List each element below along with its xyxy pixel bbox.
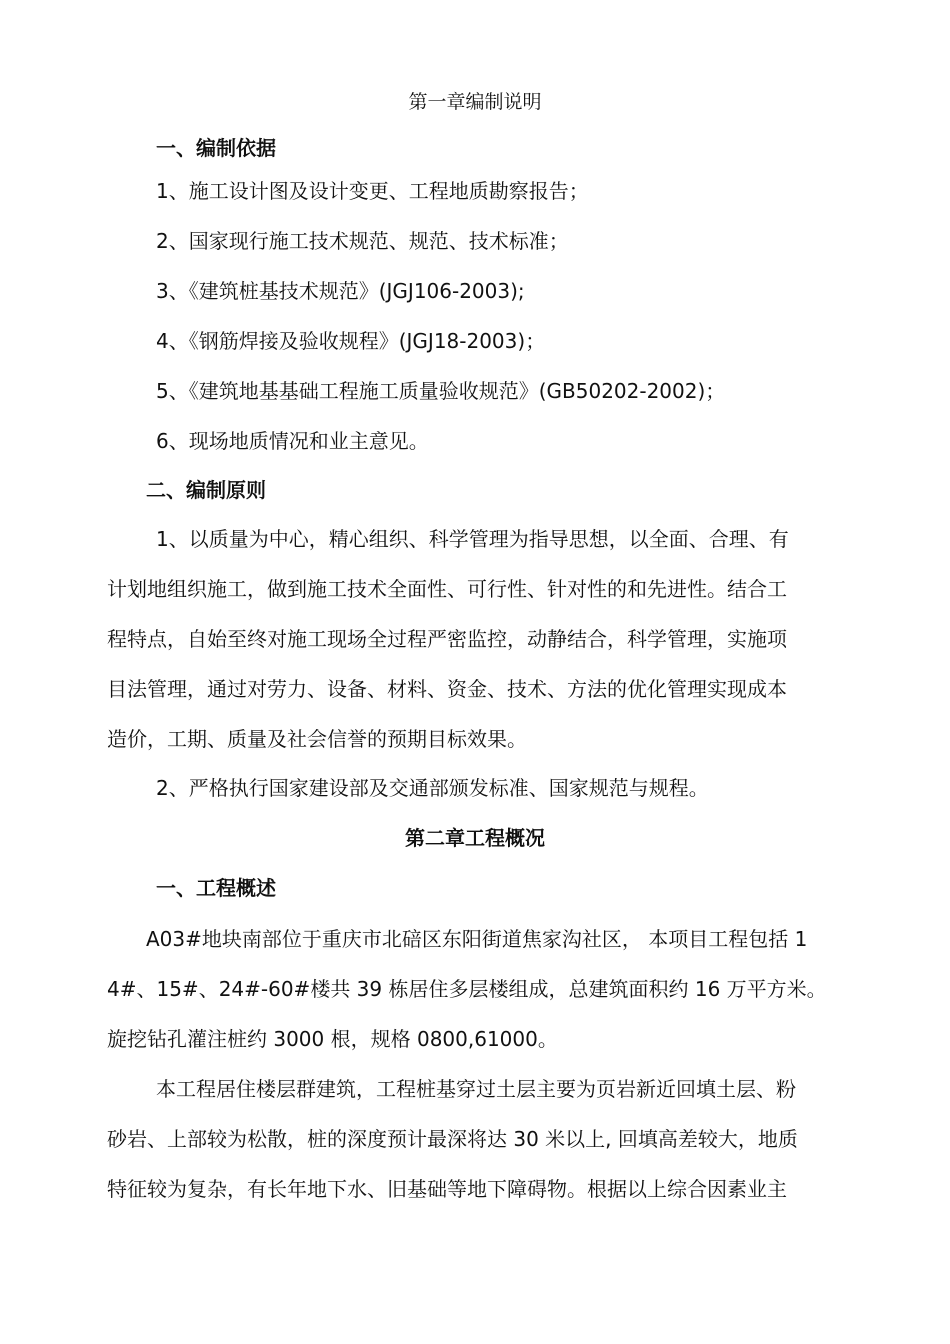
section-heading-principles: 二、编制原则 [146,478,266,502]
paragraph-line: 4#、15#、24#-60#楼共 39 栋居住多层楼组成，总建筑面积约 16 万平方米。 [107,977,827,1001]
paragraph-line: 旋挖钻孔灌注桩约 3000 根，规格 0800,61000。 [107,1027,558,1051]
paragraph-line: 2、严格执行国家建设部及交通部颁发标准、国家规范与规程。 [156,776,709,800]
section-heading-overview: 一、工程概述 [156,876,276,900]
chapter-2-title: 第二章工程概况 [405,826,545,850]
paragraph-line: 造价，工期、质量及社会信誉的预期目标效果。 [107,727,527,751]
basis-item: 6、现场地质情况和业主意见。 [156,429,429,453]
paragraph-line: 目法管理，通过对劳力、设备、材料、资金、技术、方法的优化管理实现成本 [107,677,787,701]
paragraph-line: A03#地块南部位于重庆市北碚区东阳街道焦家沟社区， 本项目工程包括 1 [146,927,808,951]
basis-item: 5、《建筑地基基础工程施工质量验收规范》(GB50202-2002)； [156,379,726,403]
basis-item: 2、国家现行施工技术规范、规范、技术标准； [156,229,569,253]
paragraph-line: 本工程居住楼层群建筑，工程桩基穿过土层主要为页岩新近回填土层、粉 [156,1077,796,1101]
paragraph-line: 计划地组织施工，做到施工技术全面性、可行性、针对性的和先进性。结合工 [107,577,787,601]
basis-item: 4、《钢筋焊接及验收规程》(JGJ18-2003)； [156,329,546,353]
basis-item: 1、施工设计图及设计变更、工程地质勘察报告； [156,179,589,203]
basis-item: 3、《建筑桩基技术规范》(JGJ106-2003); [156,279,525,303]
paragraph-line: 砂岩、上部较为松散，桩的深度预计最深将达 30 米以上, 回填高差较大，地质 [107,1127,798,1151]
chapter-1-title: 第一章编制说明 [408,91,542,113]
paragraph-line: 程特点，自始至终对施工现场全过程严密监控，动静结合，科学管理，实施项 [107,627,787,651]
paragraph-line: 特征较为复杂，有长年地下水、旧基础等地下障碍物。根据以上综合因素业主 [107,1177,787,1201]
paragraph-line: 1、以质量为中心，精心组织、科学管理为指导思想，以全面、合理、有 [156,527,789,551]
section-heading-basis: 一、编制依据 [156,136,276,160]
